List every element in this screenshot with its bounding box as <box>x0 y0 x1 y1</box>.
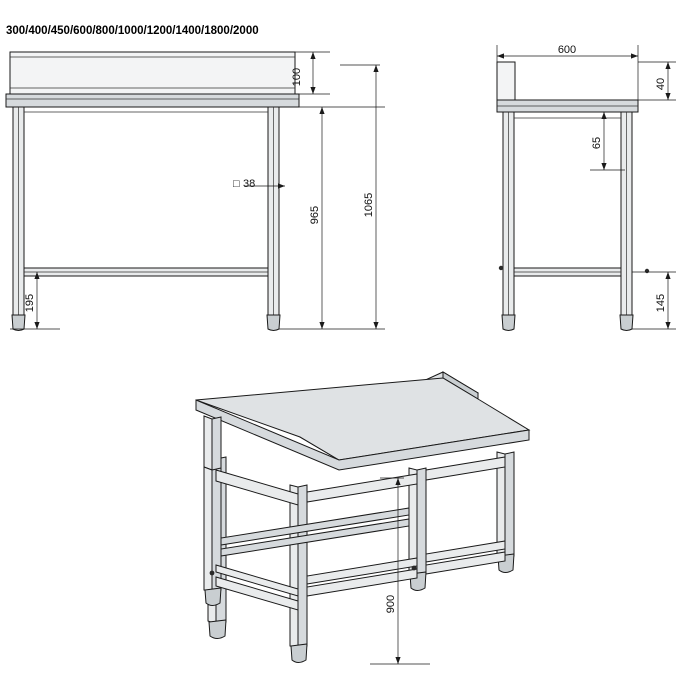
dim-900-arrow-bottom <box>395 657 400 664</box>
front-worktop <box>6 94 299 107</box>
dim-label-38: 38 <box>243 178 256 190</box>
dim-label-965: 965 <box>309 205 321 225</box>
dim-600-arrow-left <box>497 53 504 58</box>
iso-bolt-left-icon <box>210 571 215 576</box>
dim-label-100: 100 <box>291 67 303 87</box>
iso-foot-left-back <box>205 588 221 606</box>
dim-label-600: 600 <box>557 44 577 56</box>
dim-label-65: 65 <box>591 136 603 150</box>
front-left-foot <box>12 315 25 331</box>
iso-foot-left-front <box>209 620 226 639</box>
dim-600-arrow-right <box>631 53 638 58</box>
iso-leg-left-back <box>204 416 212 470</box>
front-elevation-view <box>6 52 385 331</box>
dim-label-900: 900 <box>385 594 397 614</box>
iso-foot-right-front <box>291 644 307 663</box>
iso-bolt-right-icon <box>412 566 417 571</box>
iso-leg-right-front-side <box>298 485 307 648</box>
dim-label-1065: 1065 <box>363 192 375 218</box>
dim-65-arrow-bottom <box>601 163 606 170</box>
side-left-bolt-icon <box>499 266 503 270</box>
dim-40-arrow-bottom <box>665 93 670 100</box>
front-right-foot <box>267 315 280 331</box>
leg-profile-arrow <box>278 183 285 188</box>
dim-145-arrow-bottom <box>665 322 670 329</box>
dim-965-arrow-top <box>319 107 324 114</box>
dim-label-40: 40 <box>655 77 667 91</box>
side-right-foot <box>620 315 633 331</box>
dim-100-arrow-top <box>310 52 315 59</box>
side-right-bolt-icon <box>645 269 649 273</box>
side-left-foot <box>502 315 515 331</box>
dim-40-arrow-top <box>665 62 670 69</box>
dim-1065-arrow-bottom <box>373 322 378 329</box>
iso-leg-far-right-side <box>505 452 514 558</box>
side-backsplash <box>497 62 515 100</box>
dim-label-145: 145 <box>655 293 667 313</box>
iso-apron-far <box>426 457 505 480</box>
square-profile-symbol: □ <box>233 178 240 190</box>
width-options-label: 300/400/450/600/800/1000/1200/1400/1800/2000 <box>6 25 259 37</box>
dim-100-arrow-bottom <box>310 87 315 94</box>
dim-965-arrow-bottom <box>319 322 324 329</box>
iso-apron-front <box>216 470 298 505</box>
dim-1065-arrow-top <box>373 65 378 72</box>
dim-label-195: 195 <box>24 293 36 313</box>
iso-leg-right-front <box>290 485 298 648</box>
iso-leg-left-back-side <box>212 417 221 470</box>
dim-145-arrow-top <box>665 272 670 279</box>
isometric-view-graphic <box>196 372 529 664</box>
side-elevation-view <box>497 45 676 331</box>
dim-195-arrow-bottom <box>34 322 39 329</box>
iso-leg-right-rear-side <box>417 468 426 576</box>
dim-65-arrow-top <box>601 112 606 119</box>
